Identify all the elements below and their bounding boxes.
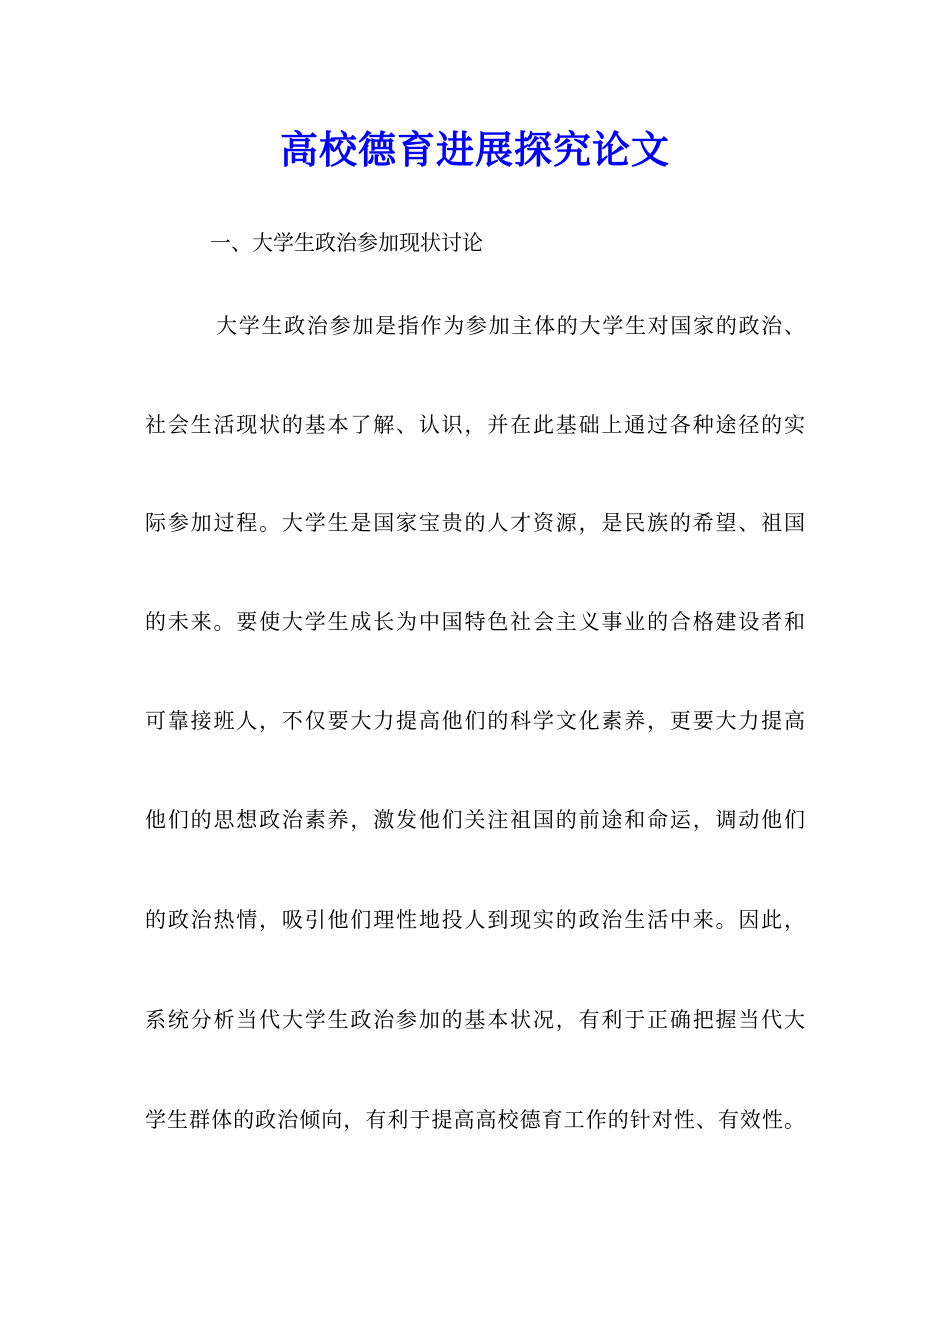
paragraph-line: 的政治热情，吸引他们理性地投人到现实的政治生活中来。因此， bbox=[145, 908, 805, 932]
paragraph-line: 可靠接班人，不仅要大力提高他们的科学文化素养，更要大力提高 bbox=[145, 709, 805, 733]
paragraph-line: 学生群体的政治倾向，有利于提高高校德育工作的针对性、有效性。 bbox=[145, 1108, 805, 1132]
paragraph-line: 他们的思想政治素养，激发他们关注祖国的前途和命运，调动他们 bbox=[145, 808, 805, 832]
document-title: 高校德育进展探究论文 bbox=[279, 127, 670, 172]
paragraph-line: 社会生活现状的基本了解、认识，并在此基础上通过各种途径的实 bbox=[145, 413, 805, 437]
paragraph-line: 大学生政治参加是指作为参加主体的大学生对国家的政治、 bbox=[216, 314, 805, 338]
section-heading: 一、大学生政治参加现状讨论 bbox=[210, 231, 483, 255]
paragraph-line: 的未来。要使大学生成长为中国特色社会主义事业的合格建设者和 bbox=[145, 610, 805, 634]
paragraph-line: 系统分析当代大学生政治参加的基本状况，有利于正确把握当代大 bbox=[145, 1008, 805, 1032]
paragraph-line: 际参加过程。大学生是国家宝贵的人才资源，是民族的希望、祖国 bbox=[145, 511, 805, 535]
